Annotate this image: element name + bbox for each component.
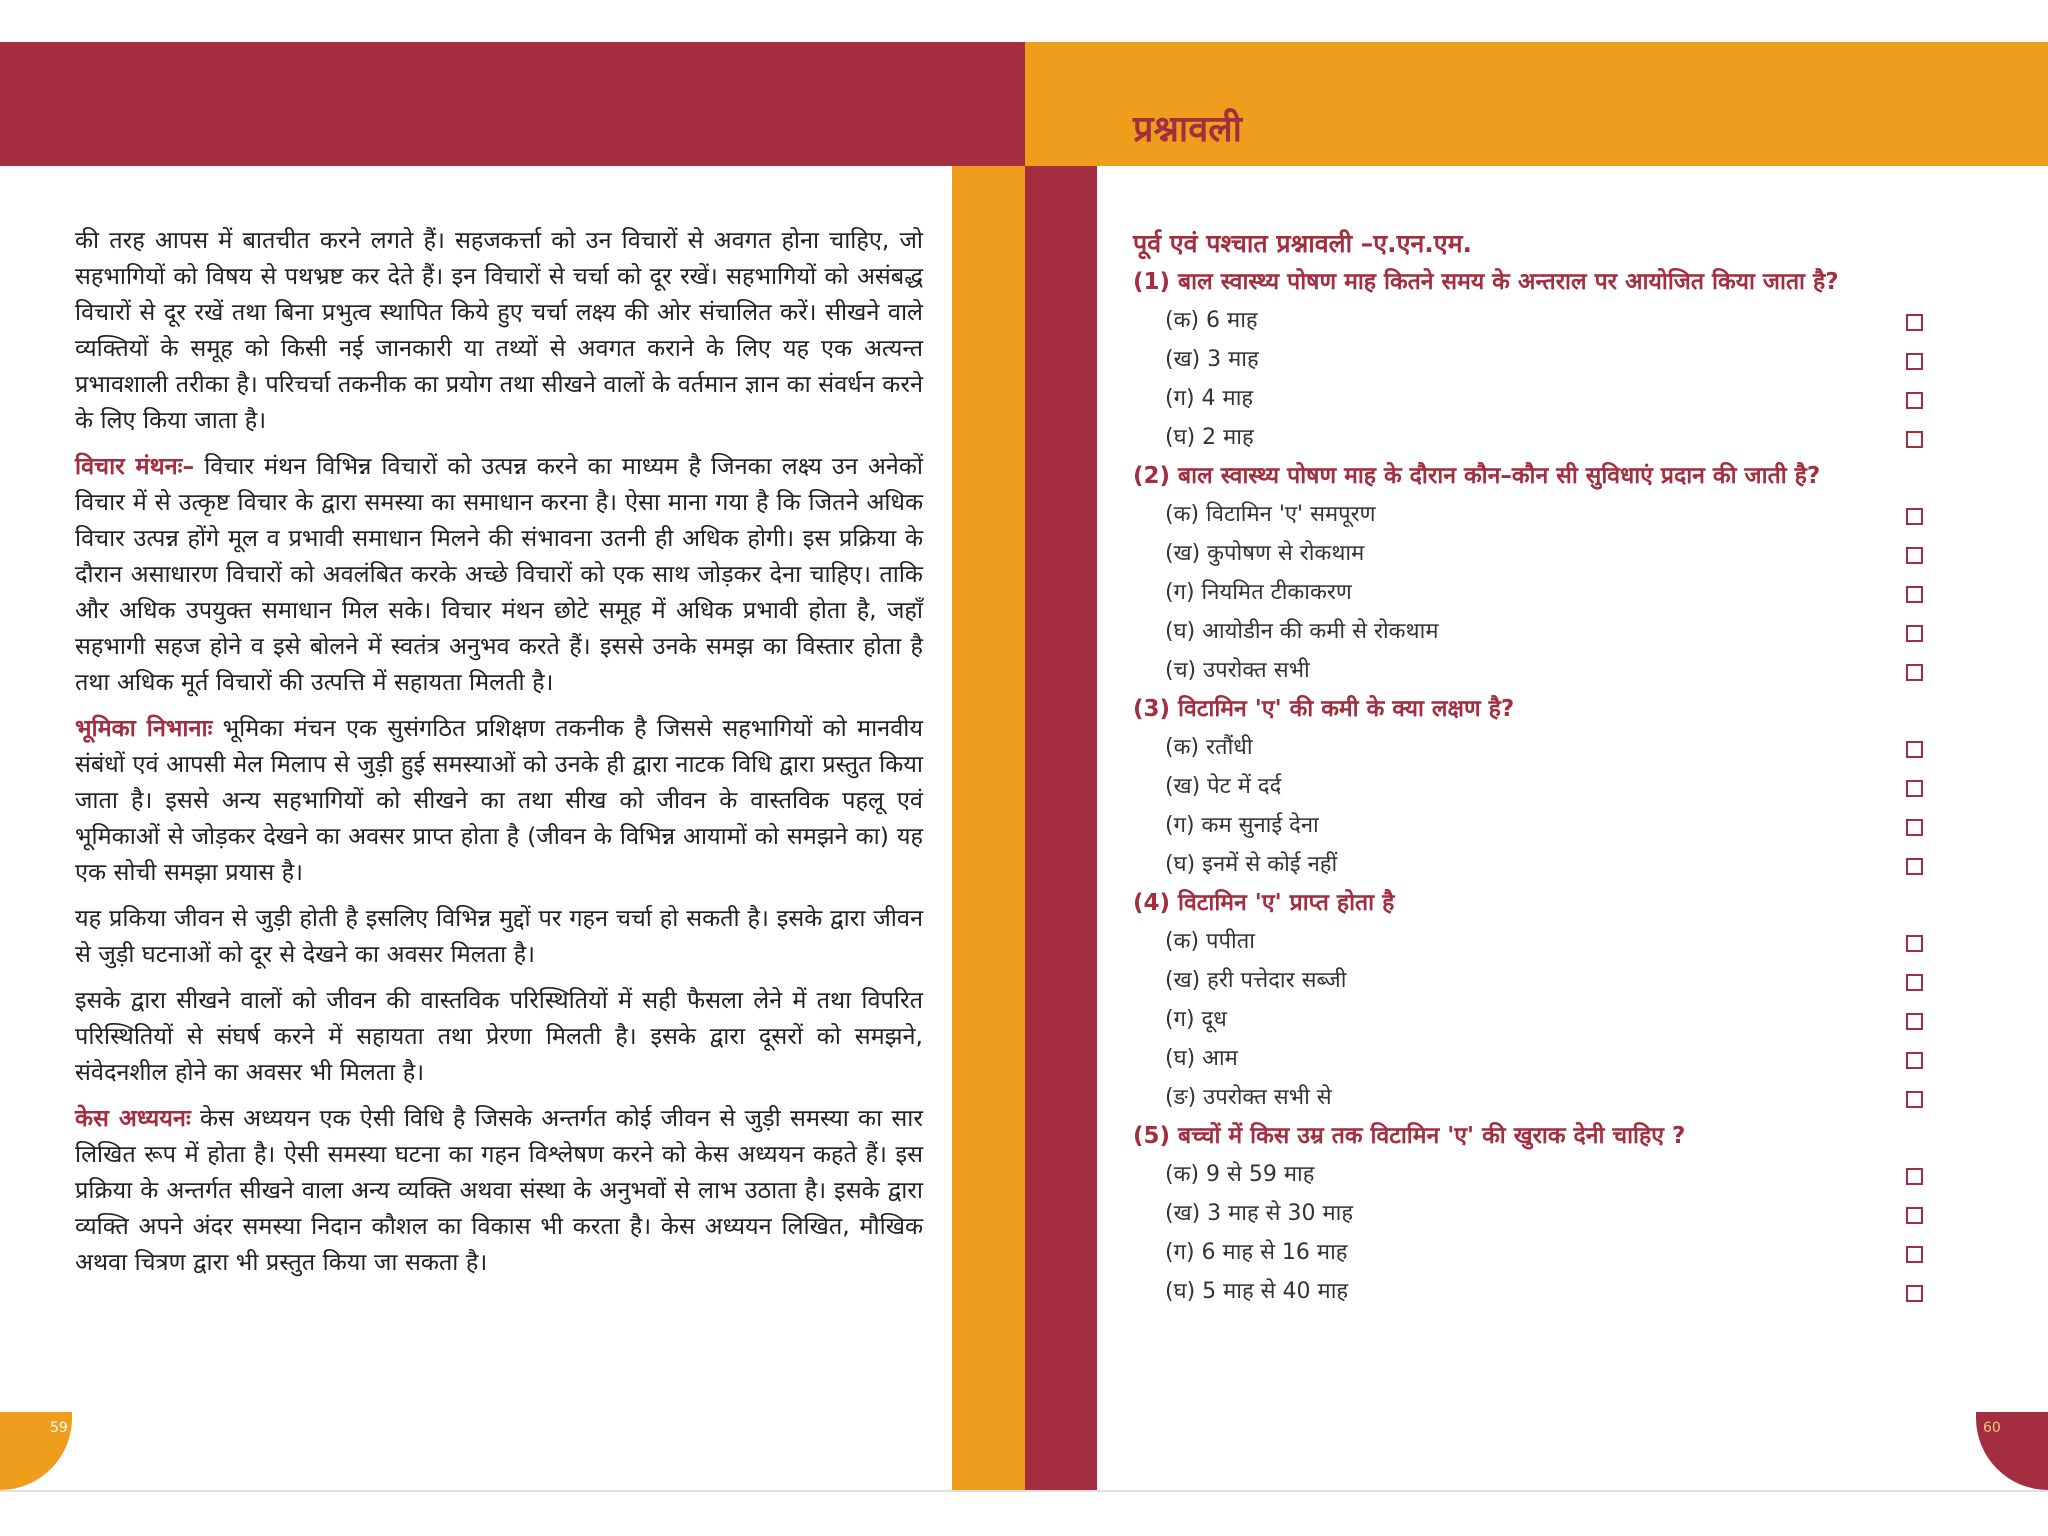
paragraph-text: भूमिका मंचन एक सुसंगठित प्रशिक्षण तकनीक है जिससे सहभागियों को मानवीय संबंधों एवं आपसी मेल मिलाप से जुड़ी हुई समस्याओं को उनके ही द्वारा नाटक विधि द्वारा प्रस्तुत किया जाता है। इससे अन्य सहभागियों को सीखने का तथा सीख को जीवन के वास्तविक पहलू एवं भूमिकाओं से जोड़कर देखने का अवसर प्राप्त होता है (जीवन के विभिन्न आयामों को समझने का) यह एक सोची समझा प्रयास है।: [75, 714, 923, 886]
answer-checkbox[interactable]: [1906, 508, 1923, 525]
answer-option: [1133, 379, 1923, 418]
body-paragraph: [75, 900, 923, 972]
answer-checkbox[interactable]: [1906, 353, 1923, 370]
question-text: (4) विटामिन 'ए' प्राप्त होता है: [1133, 890, 1395, 916]
answer-option: [1133, 728, 1923, 767]
answer-checkbox[interactable]: [1906, 547, 1923, 564]
option-label: (च) उपरोक्त सभी: [1165, 658, 1310, 683]
option-label: (ख) हरी पत्तेदार सब्जी: [1165, 968, 1347, 993]
option-list: [1133, 495, 1923, 690]
answer-option: [1133, 612, 1923, 651]
answer-option: [1133, 534, 1923, 573]
option-label: (क) विटामिन 'ए' समपूरण: [1165, 502, 1376, 527]
question-text: (5) बच्चों में किस उम्र तक विटामिन 'ए' की खुराक देनी चाहिए ?: [1133, 1123, 1686, 1149]
question-item: [1133, 690, 1923, 884]
option-label: (ग) 4 माह: [1165, 386, 1254, 411]
paragraph-term: भूमिका निभानाः: [75, 714, 213, 742]
question-item: [1133, 1117, 1923, 1311]
answer-checkbox[interactable]: [1906, 314, 1923, 331]
option-label: (ग) 6 माह से 16 माह: [1165, 1240, 1348, 1265]
option-label: (घ) आम: [1165, 1046, 1238, 1071]
answer-checkbox[interactable]: [1906, 819, 1923, 836]
option-label: (ङ) उपरोक्त सभी से: [1165, 1085, 1332, 1110]
paragraph-text: केस अध्ययन एक ऐसी विधि है जिसके अन्तर्गत कोई जीवन से जुड़ी समस्या का सार लिखित रूप में होता है। ऐसी समस्या घटना का गहन विश्लेषण करने को केस अध्ययन कहते हैं। इस प्रक्रिया के अन्तर्गत सीखने वाला अन्य व्यक्ति अथवा संस्था के अनुभवों से लाभ उठाता है। इसके द्वारा व्यक्ति अपने अंदर समस्या निदान कौशल का विकास भी करता है। केस अध्ययन लिखित, मौखिक अथवा चित्रण द्वारा भी प्रस्तुत किया जा सकता है।: [75, 1104, 923, 1276]
answer-option: [1133, 301, 1923, 340]
question-item: [1133, 457, 1923, 690]
answer-option: [1133, 495, 1923, 534]
question-text: (2) बाल स्वास्थ्य पोषण माह के दौरान कौन–कौन सी सुविधाएं प्रदान की जाती है?: [1133, 463, 1821, 489]
paragraph-text: इसके द्वारा सीखने वालों को जीवन की वास्तविक परिस्थितियों में सही फैसला लेने में तथा विपरित परिस्थितियों से संघर्ष करने में सहायता तथा प्रेरणा मिलती है। इसके द्वारा दूसरों को समझने, संवेदनशील होने का अवसर भी मिलता है।: [75, 986, 923, 1086]
answer-checkbox[interactable]: [1906, 1285, 1923, 1302]
body-paragraph: [75, 1100, 923, 1280]
option-label: (क) रतौंधी: [1165, 735, 1253, 760]
paragraph-term: विचार मंथनः–: [75, 452, 195, 480]
header-band-left: [0, 42, 1025, 166]
answer-checkbox[interactable]: [1906, 625, 1923, 642]
page-bottom-divider: [0, 1490, 2048, 1492]
answer-option: [1133, 845, 1923, 884]
answer-option: [1133, 922, 1923, 961]
option-label: (घ) आयोडीन की कमी से रोकथाम: [1165, 619, 1439, 644]
answer-option: [1133, 767, 1923, 806]
answer-option: [1133, 418, 1923, 457]
answer-option: [1133, 1039, 1923, 1078]
body-paragraph: [75, 222, 923, 438]
paragraph-text: विचार मंथन विभिन्न विचारों को उत्पन्न करने का माध्यम है जिनका लक्ष्य उन अनेकों विचार में से उत्कृष्ट विचार के द्वारा समस्या का समाधान करना है। ऐसा माना गया है कि जितने अधिक विचार उत्पन्न होंगे मूल व प्रभावी समाधान मिलने की संभावना उतनी ही अधिक होगी। इस प्रक्रिया के दौरान असाधारण विचारों को अवलंबित करके अच्छे विचारों को एक साथ जोड़कर देना चाहिए। ताकि और अधिक उपयुक्त समाधान मिल सके। विचार मंथन छोटे समूह में अधिक प्रभावी होता है, जहाँ सहभागी सहज होने व इसे बोलने में स्वतंत्र अनुभव करते हैं। इससे उनके समझ का विस्तार होता है तथा अधिक मूर्त विचारों की उत्पत्ति में सहायता मिलती है।: [75, 452, 923, 696]
left-page-body: [75, 222, 923, 1290]
answer-checkbox[interactable]: [1906, 664, 1923, 681]
page-number-right: 60: [1983, 1420, 2001, 1436]
option-list: [1133, 922, 1923, 1117]
answer-option: [1133, 806, 1923, 845]
answer-checkbox[interactable]: [1906, 780, 1923, 797]
option-label: (ग) दूध: [1165, 1007, 1227, 1032]
answer-checkbox[interactable]: [1906, 974, 1923, 991]
question-list: [1133, 263, 1923, 1311]
option-label: (ग) कम सुनाई देना: [1165, 813, 1319, 838]
answer-option: [1133, 1078, 1923, 1117]
option-label: (ख) 3 माह: [1165, 347, 1259, 372]
answer-checkbox[interactable]: [1906, 392, 1923, 409]
paragraph-term: केस अध्ययनः: [75, 1104, 191, 1132]
option-label: (ग) नियमित टीकाकरण: [1165, 580, 1352, 605]
option-label: (घ) 5 माह से 40 माह: [1165, 1279, 1349, 1304]
answer-option: [1133, 651, 1923, 690]
answer-option: [1133, 1233, 1923, 1272]
option-label: (ख) पेट में दर्द: [1165, 774, 1282, 799]
answer-checkbox[interactable]: [1906, 1091, 1923, 1108]
answer-option: [1133, 1000, 1923, 1039]
gutter-stripe-orange: [952, 166, 1025, 1490]
questionnaire: [1133, 225, 1923, 1311]
page-number-left: 59: [50, 1420, 68, 1436]
answer-checkbox[interactable]: [1906, 741, 1923, 758]
option-label: (ख) कुपोषण से रोकथाम: [1165, 541, 1365, 566]
question-item: [1133, 263, 1923, 457]
option-label: (क) 9 से 59 माह: [1165, 1162, 1315, 1187]
answer-option: [1133, 573, 1923, 612]
answer-option: [1133, 1155, 1923, 1194]
questionnaire-title: पूर्व एवं पश्चात प्रश्नावली –ए.एन.एम.: [1133, 229, 1473, 258]
paragraph-text: यह प्रकिया जीवन से जुड़ी होती है इसलिए विभिन्न मुद्दों पर गहन चर्चा हो सकती है। इसके द्वारा जीवन से जुड़ी घटनाओं को दूर से देखने का अवसर मिलता है।: [75, 904, 923, 968]
answer-checkbox[interactable]: [1906, 1168, 1923, 1185]
option-label: (क) 6 माह: [1165, 308, 1258, 333]
answer-option: [1133, 961, 1923, 1000]
question-text: (1) बाल स्वास्थ्य पोषण माह कितने समय के अन्तराल पर आयोजित किया जाता है?: [1133, 269, 1839, 295]
answer-checkbox[interactable]: [1906, 935, 1923, 952]
answer-option: [1133, 1272, 1923, 1311]
option-label: (घ) 2 माह: [1165, 425, 1254, 450]
page-title: प्रश्नावली: [1133, 109, 1243, 150]
option-list: [1133, 301, 1923, 457]
option-label: (ख) 3 माह से 30 माह: [1165, 1201, 1354, 1226]
answer-checkbox[interactable]: [1906, 431, 1923, 448]
answer-option: [1133, 1194, 1923, 1233]
answer-checkbox[interactable]: [1906, 858, 1923, 875]
answer-option: [1133, 340, 1923, 379]
option-label: (क) पपीता: [1165, 929, 1255, 954]
answer-checkbox[interactable]: [1906, 586, 1923, 603]
body-paragraph: [75, 982, 923, 1090]
option-label: (घ) इनमें से कोई नहीं: [1165, 852, 1338, 877]
body-paragraph: [75, 448, 923, 700]
option-list: [1133, 728, 1923, 884]
option-list: [1133, 1155, 1923, 1311]
question-item: [1133, 884, 1923, 1117]
gutter-stripe-maroon: [1025, 166, 1097, 1490]
body-paragraph: [75, 710, 923, 890]
question-text: (3) विटामिन 'ए' की कमी के क्या लक्षण है?: [1133, 696, 1515, 722]
answer-checkbox[interactable]: [1906, 1013, 1923, 1030]
paragraph-text: की तरह आपस में बातचीत करने लगते हैं। सहजकर्त्ता को उन विचारों से अवगत होना चाहिए, जो सहभागियों को विषय से पथभ्रष्ट कर देते हैं। इन विचारों से चर्चा को दूर रखें। सहभागियों को असंबद्ध विचारों से दूर रखें तथा बिना प्रभुत्व स्थापित किये हुए चर्चा लक्ष्य की ओर संचालित करें। सीखने वाले व्यक्तियों के समूह को किसी नई जानकारी या तथ्यों से अवगत कराने के लिए यह एक अत्यन्त प्रभावशाली तरीका है। परिचर्चा तकनीक का प्रयोग तथा सीखने वालों के वर्तमान ज्ञान का संवर्धन करने के लिए किया जाता है।: [75, 226, 923, 434]
answer-checkbox[interactable]: [1906, 1207, 1923, 1224]
answer-checkbox[interactable]: [1906, 1246, 1923, 1263]
answer-checkbox[interactable]: [1906, 1052, 1923, 1069]
